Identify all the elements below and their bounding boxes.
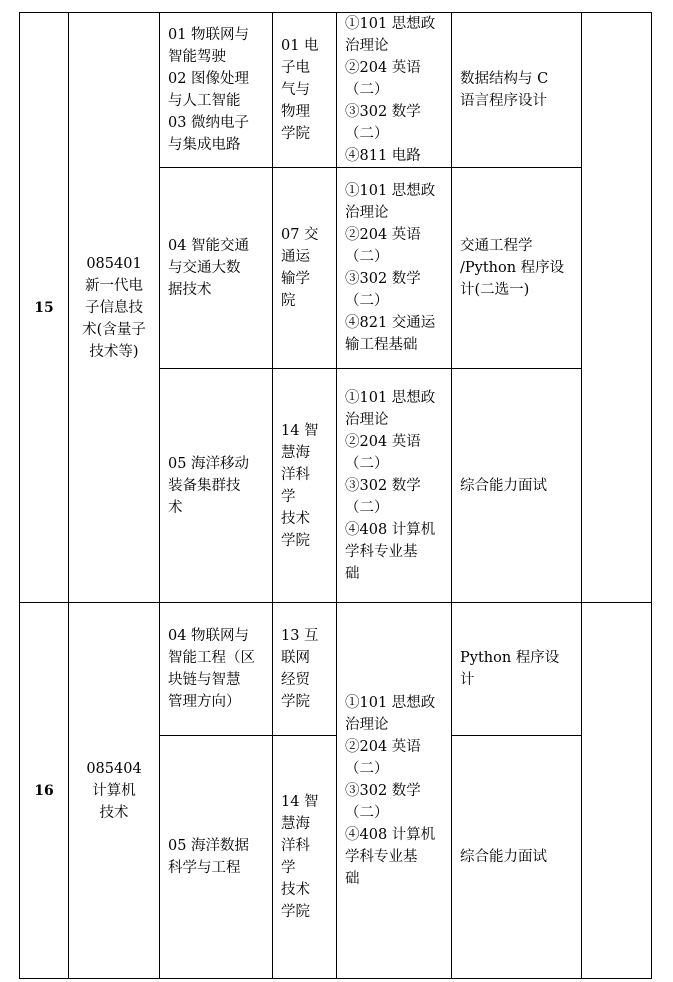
table-row xyxy=(20,603,652,736)
research-direction-cell: 05 海洋数据 科学与工程 xyxy=(160,736,273,979)
research-direction-cell: 04 物联网与 智能工程（区 块链与智慧 管理方向） xyxy=(160,603,273,736)
retest-subject-cell: 综合能力面试 xyxy=(452,369,582,603)
retest-subject-cell: Python 程序设 计 xyxy=(452,603,582,736)
admission-table xyxy=(19,12,652,979)
row-number: 16 xyxy=(20,603,69,979)
notes-cell xyxy=(582,13,652,603)
major-cell: 085404 计算机 技术 xyxy=(69,603,160,979)
retest-subject-cell: 交通工程学 /Python 程序设 计(二选一) xyxy=(452,168,582,369)
retest-subject-cell: 数据结构与 C 语言程序设计 xyxy=(452,13,582,168)
college-cell: 01 电 子电 气与 物理 学院 xyxy=(273,13,337,168)
research-direction-cell: 05 海洋移动 装备集群技 术 xyxy=(160,369,273,603)
exam-subjects-cell: ①101 思想政 治理论 ②204 英语 （二） ③302 数学 （二） ④408 计算机 学科专业基 础 xyxy=(337,603,452,979)
table-row xyxy=(20,13,652,168)
exam-subjects-cell: ①101 思想政 治理论 ②204 英语 （二） ③302 数学 （二） ④408 计算机 学科专业基 础 xyxy=(337,369,452,603)
college-cell: 14 智 慧海 洋科 学 技术 学院 xyxy=(273,736,337,979)
college-cell: 07 交 通运 输学 院 xyxy=(273,168,337,369)
research-direction-cell: 01 物联网与 智能驾驶 02 图像处理 与人工智能 03 微纳电子 与集成电路 xyxy=(160,13,273,168)
research-direction-cell: 04 智能交通 与交通大数 据技术 xyxy=(160,168,273,369)
major-cell: 085401 新一代电 子信息技 术(含量子 技术等) xyxy=(69,13,160,603)
retest-subject-cell: 综合能力面试 xyxy=(452,736,582,979)
notes-cell xyxy=(582,603,652,979)
row-number: 15 xyxy=(20,13,69,603)
exam-subjects-cell: ①101 思想政 治理论 ②204 英语 （二） ③302 数学 （二） ④811 电路 xyxy=(337,13,452,168)
college-cell: 13 互 联网 经贸 学院 xyxy=(273,603,337,736)
college-cell: 14 智 慧海 洋科 学 技术 学院 xyxy=(273,369,337,603)
exam-subjects-cell: ①101 思想政 治理论 ②204 英语 （二） ③302 数学 （二） ④821 交通运 输工程基础 xyxy=(337,168,452,369)
